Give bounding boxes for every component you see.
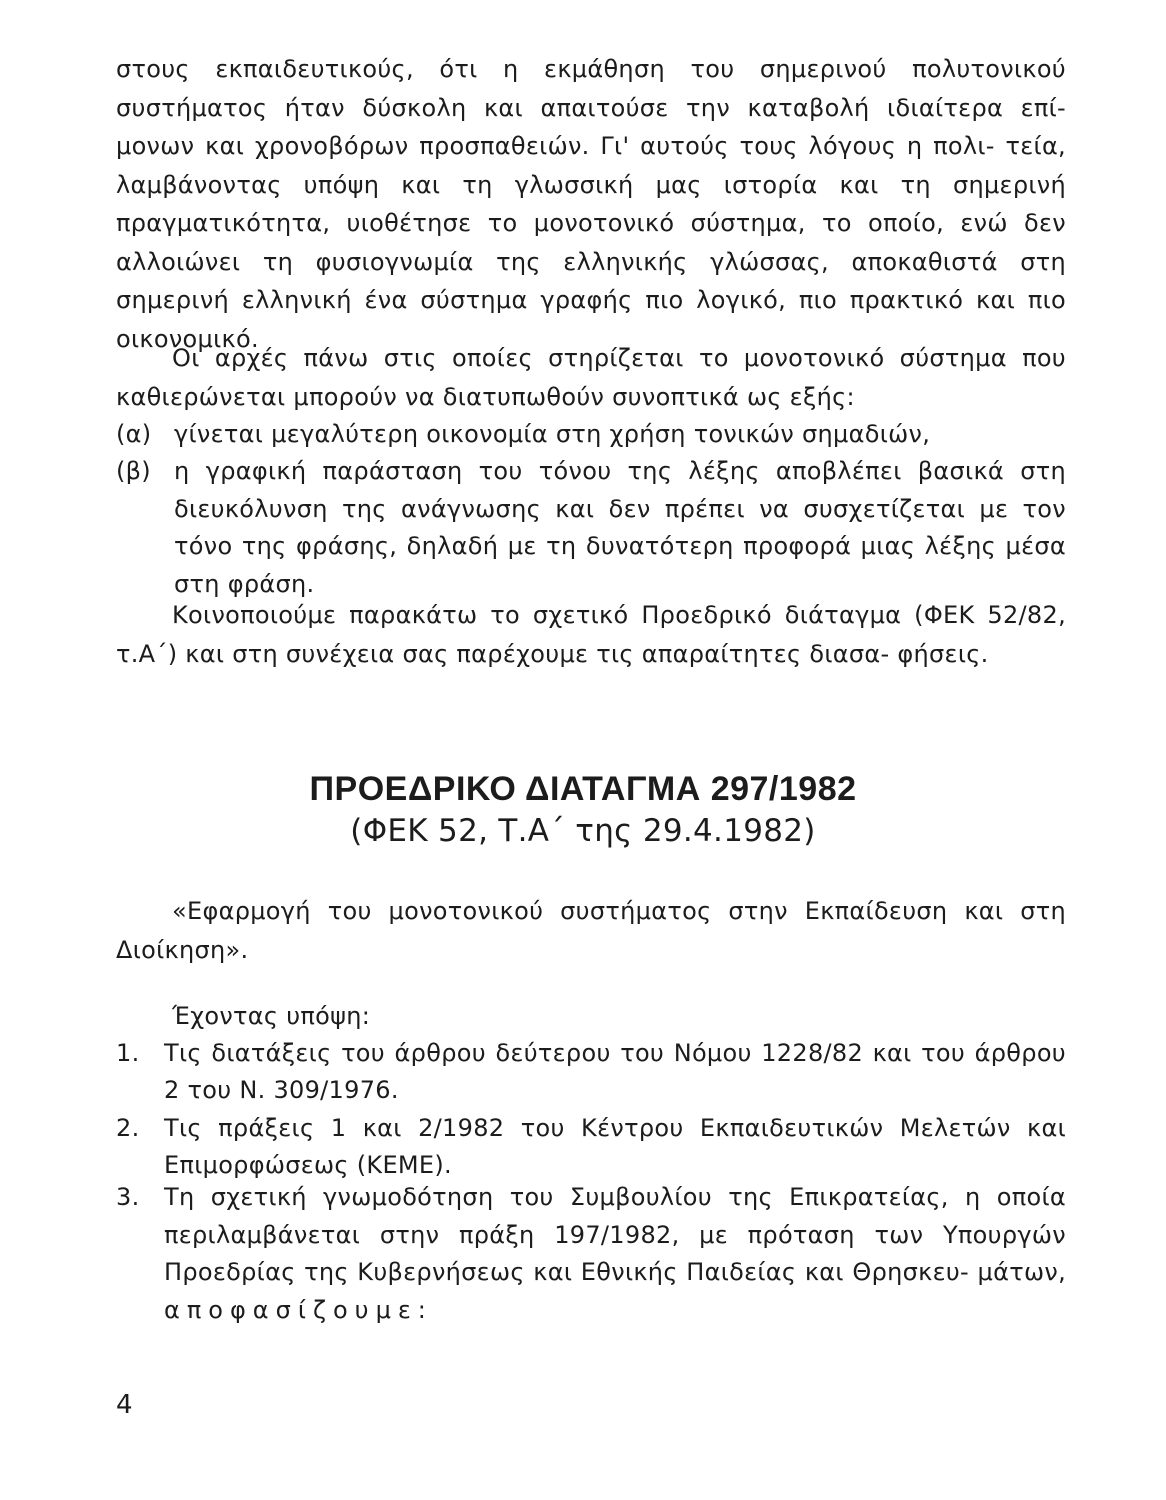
intro-paragraph-1: στους εκπαιδευτικούς, ότι η εκμάθηση του σημερινού πολυτονικού συστήματος ήταν δύσκολη και απαιτούσε την καταβολή ιδιαίτερα επί- μονων και χρονοβόρων προσπαθειών. Γι' αυτούς τους λόγους η πολι- τεία, λαμβάνοντας υπόψη και τη γλωσσική μας ιστορία και τη σημερινή πραγματικότητα, υιοθέτησε το μονοτονικό σύστημα, το οποίο, ενώ δεν αλλοιώνει τη φυσιογνωμία της ελληνικής γλώσσας, αποκαθιστά στη σημερινή ελληνική ένα σύστημα γραφής πιο λογικό, πιο πρακτικό και πιο οικονομικό. <box>116 55 1066 353</box>
principle-text: η γραφική παράσταση του τόνου της λέξης αποβλέπει βασικά στη διευκόλυνση της ανάγνωσης και δεν πρέπει να συσχετίζεται με τον τόνο της φράσης, δηλαδή με τη δυνατότερη προφορά μιας λέξης μέσα στη φράση. <box>174 457 1066 598</box>
decree-title: ΠΡΟΕΔΡΙΚΟ ΔΙΑΤΑΓΜΑ 297/1982 <box>309 770 857 808</box>
considering-number: 3. <box>116 1183 140 1211</box>
considering-label: Έχοντας υπόψη: <box>172 1002 371 1030</box>
considering-number: 2. <box>116 1114 140 1142</box>
principle-marker: (α) <box>116 420 152 448</box>
page-number: 4 <box>116 1390 133 1420</box>
intro-paragraph-3: Κοινοποιούμε παρακάτω το σχετικό Προεδρικό διάταγμα (ΦΕΚ 52/82, τ.Α΄) και στη συνέχεια σας παρέχουμε τις απαραίτητες διασα- φήσεις. <box>116 601 1066 668</box>
intro-paragraph-2: Οι αρχές πάνω στις οποίες στηρίζεται το μονοτονικό σύστημα που καθιερώνεται μπορούν να διατυπωθούν συνοπτικά ως εξής: <box>116 344 1066 411</box>
principle-marker: (β) <box>116 457 151 485</box>
decision-word: αποφασίζουμε: <box>164 1295 433 1324</box>
considering-text <box>164 1179 1066 1329</box>
considering-number: 1. <box>116 1039 140 1067</box>
considering-text: Τις διατάξεις του άρθρου δεύτερου του Νόμου 1228/82 και του άρθρου 2 του Ν. 309/1976. <box>164 1039 1066 1104</box>
decree-heading: «Εφαρμογή του μονοτονικού συστήματος στην Εκπαίδευση και στη Διοίκηση». <box>116 897 1066 964</box>
considering-text: Τις πράξεις 1 και 2/1982 του Κέντρου Εκπαιδευτικών Μελετών και Επιμορφώσεως (ΚΕΜΕ). <box>164 1114 1066 1179</box>
considering-text-main: Τη σχετική γνωμοδότηση του Συμβουλίου της Επικρατείας, η οποία περιλαμβάνεται στην πράξη 197/1982, με πρόταση των Υπουργών Προεδρίας της Κυβερνήσεως και Εθνικής Παιδείας και Θρησκευ- μάτων, <box>164 1183 1066 1286</box>
principle-text: γίνεται μεγαλύτερη οικονομία στη χρήση τονικών σημαδιών, <box>174 420 931 448</box>
decree-subtitle: (ΦΕΚ 52, Τ.Α΄ της 29.4.1982) <box>350 813 816 849</box>
